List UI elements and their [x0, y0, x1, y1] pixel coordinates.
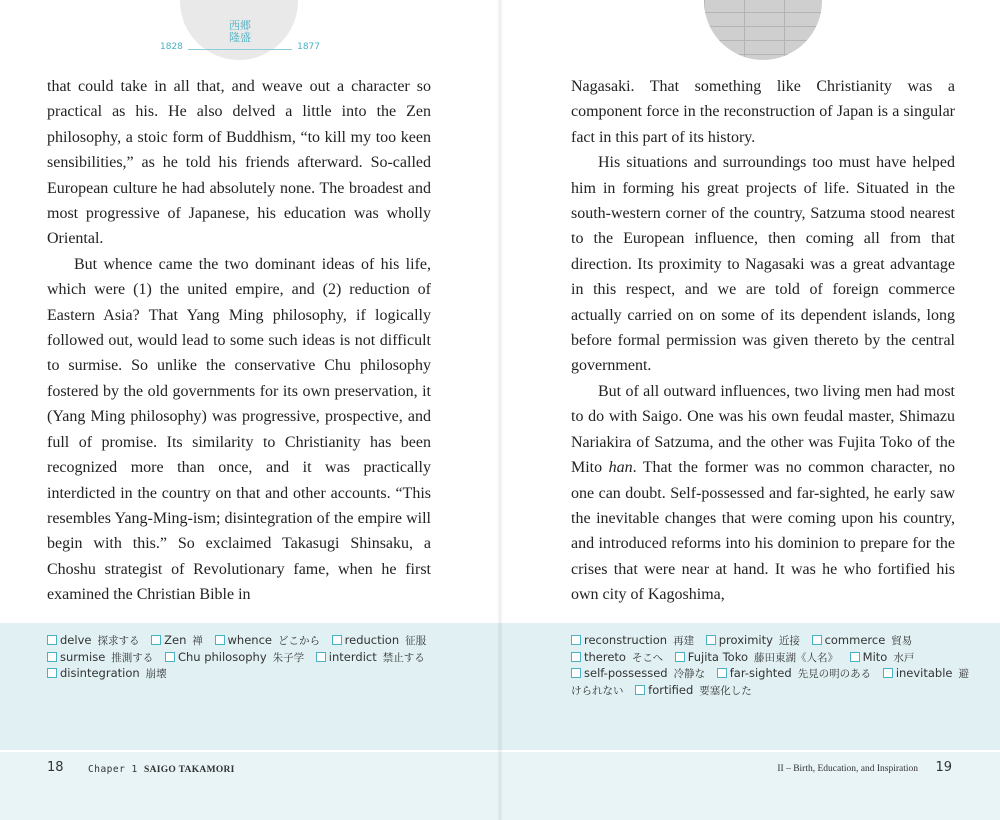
vocab-term: Fujita Toko: [687, 649, 748, 664]
right-body-text: [571, 74, 955, 608]
vocab-translation: そこへ: [631, 651, 664, 664]
death-year: 1877: [297, 42, 320, 52]
running-head: II – Birth, Education, and Inspiration: [777, 764, 918, 774]
vocab-term: commerce: [824, 633, 886, 647]
vocab-translation: 禁止する: [382, 651, 425, 664]
vocab-item: [47, 650, 153, 664]
kanji-line-2: 隆盛: [229, 31, 251, 44]
vocabulary-panel: [500, 623, 1000, 750]
vocab-translation: 要塞化した: [699, 684, 752, 697]
vocab-translation: 水戸: [893, 651, 915, 664]
vocab-item: [706, 633, 800, 647]
paragraph: But whence came the two dominant ideas of his life, which were (1) the united empire, and (2) reduction of Eastern Asia? That Yang Ming philosophy, if logically followed out, would lead to some such ideas is not difficult to surmise. So unlike the conservative Chu philosophy fostered by the old governments for its own preservation, it (Yang Ming philosophy) was progressive, prospective, and full of promise. Its similarity to Christianity has been recognized more than once, and it was practically interdicted in the country on that and other accounts. “This resembles Yang-Ming-ism; disintegration of the empire will begin with this.” So exclaimed Takasugi Shinsaku, a Choshu strategist of Revolutionary fame, when he first examined the Christian Bible in: [47, 255, 431, 604]
vocab-checkbox[interactable]: [316, 652, 326, 662]
vocab-checkbox[interactable]: [571, 652, 581, 662]
years-divider-line: [188, 49, 292, 50]
vocab-item: [571, 666, 705, 680]
running-head: [88, 764, 235, 775]
vocab-translation: 探求する: [97, 635, 140, 647]
brick-wall-photo: [704, 0, 822, 60]
vocab-item: [571, 650, 663, 664]
vocab-checkbox[interactable]: [332, 635, 342, 645]
vocab-item: [47, 633, 139, 647]
vocab-term: Mito: [862, 649, 888, 664]
vocab-term: self-possessed: [584, 666, 668, 681]
vocab-term: delve: [60, 633, 92, 647]
paragraph-text: . That the former was no common character, no one can doubt. Self-possessed and far-sighted, he early saw the inevitable changes that were coming upon his country, and introduced reforms into his dominion to prepare for the crises that were near at hand. It was he who fortified his own city of Kagoshima,: [571, 459, 956, 604]
vocab-checkbox[interactable]: [571, 635, 581, 645]
birth-year: 1828: [160, 42, 183, 52]
vocab-term: far-sighted: [729, 666, 792, 681]
vocab-item: [635, 683, 752, 697]
vocab-term: fortified: [648, 682, 694, 697]
vocab-item: [812, 633, 913, 647]
vocabulary-list: [571, 633, 971, 699]
vocab-checkbox[interactable]: [47, 635, 57, 645]
vocab-term: proximity: [718, 633, 773, 647]
vocab-term: inevitable: [895, 666, 953, 681]
vocab-translation: どこから: [277, 635, 320, 647]
vocab-checkbox[interactable]: [215, 635, 225, 645]
vocab-item: [47, 666, 167, 680]
vocab-translation: 先見の明のある: [797, 668, 872, 681]
vocab-item: [571, 633, 694, 647]
paragraph-text: But of all outward influences, two living men had most to do with Saigo. One was his own feudal master, Shimazu Nariakira of Satzuma, and the other was Fujita Toko of the Mito: [571, 382, 955, 477]
book-gutter: [497, 0, 503, 820]
vocab-translation: 藤田東湖《人名》: [754, 651, 838, 664]
vocab-item: [332, 633, 427, 647]
vocab-item: [850, 650, 915, 664]
vocabulary-list: [47, 633, 447, 683]
vocab-translation: 近接: [778, 635, 800, 647]
vocabulary-panel: [0, 623, 500, 750]
kanji-line-1: 西郷: [229, 19, 251, 32]
paragraph: that could take in all that, and weave out a character so practical as his. He also delved a little into the Zen philosophy, a stoic form of Buddhism, “to kill my too keen sensibilities,” as he told his friends afterward. So-called European culture he had absolutely none. The broadest and most progressive of Japanese, his education was wholly Oriental.: [47, 78, 431, 248]
vocab-term: Zen: [164, 633, 187, 647]
vocab-checkbox[interactable]: [717, 668, 727, 678]
vocab-item: [215, 633, 320, 647]
italic-term-han: han: [608, 459, 633, 477]
vocab-translation: 征服: [405, 635, 427, 647]
paragraph: [571, 379, 955, 608]
footer-band: [500, 752, 1000, 820]
vocab-translation: 冷静な: [673, 668, 706, 681]
vocab-translation: 推測する: [111, 651, 154, 664]
vocab-checkbox[interactable]: [883, 668, 893, 678]
paragraph: His situations and surroundings too must have helped him in forming his great projects of life. Situated in the south-western corner of the country, Satzuma stood nearest to the European influence, then coming all from that direction. Its proximity to Nagasaki was a great advantage in this respect, and we are told of foreign commerce actually carried on on some of its dependent islands, long before formal permission was given thereto by the central government.: [571, 154, 955, 375]
vocab-checkbox[interactable]: [165, 652, 175, 662]
vocab-checkbox[interactable]: [706, 635, 716, 645]
page-number: 18: [47, 760, 64, 775]
chapter-title: SAIGO TAKAMORI: [144, 765, 235, 775]
vocab-item: [316, 650, 425, 664]
vocab-term: Chu philosophy: [177, 649, 267, 664]
vocab-checkbox[interactable]: [151, 635, 161, 645]
vocab-translation: 崩壊: [145, 668, 167, 681]
vocab-term: whence: [227, 633, 272, 647]
right-page: [500, 0, 1000, 820]
vocab-translation: 貿易: [891, 635, 913, 647]
life-years: [160, 42, 320, 56]
chapter-label: Chaper 1: [88, 764, 138, 775]
vocab-item: [717, 666, 871, 680]
vocab-translation: 再建: [673, 635, 695, 647]
vocab-translation: 避けられない: [571, 668, 969, 697]
vocab-checkbox[interactable]: [635, 685, 645, 695]
vocab-checkbox[interactable]: [47, 652, 57, 662]
vocab-term: interdict: [328, 649, 377, 664]
footer-band: [0, 752, 500, 820]
vocab-checkbox[interactable]: [812, 635, 822, 645]
paragraph: Nagasaki. That something like Christianity was a component force in the reconstruction of Japan is a singular fact in this part of its history.: [571, 78, 955, 146]
vocab-translation: 朱子学: [272, 651, 305, 664]
vocab-term: surmise: [60, 649, 106, 664]
vocab-checkbox[interactable]: [850, 652, 860, 662]
vocab-item: [151, 633, 203, 647]
vocab-term: thereto: [584, 649, 626, 664]
vocab-checkbox[interactable]: [675, 652, 685, 662]
vocab-checkbox[interactable]: [47, 668, 57, 678]
left-body-text: [47, 74, 431, 608]
vocab-term: disintegration: [60, 666, 140, 681]
vocab-item: [165, 650, 304, 664]
vocab-translation: 禅: [192, 635, 203, 647]
vocab-term: reconstruction: [584, 633, 668, 647]
vocab-checkbox[interactable]: [571, 668, 581, 678]
vocab-item: [675, 650, 838, 664]
page-number: 19: [935, 760, 952, 775]
vocab-term: reduction: [344, 633, 400, 647]
saigo-kanji-seal: [220, 20, 260, 44]
